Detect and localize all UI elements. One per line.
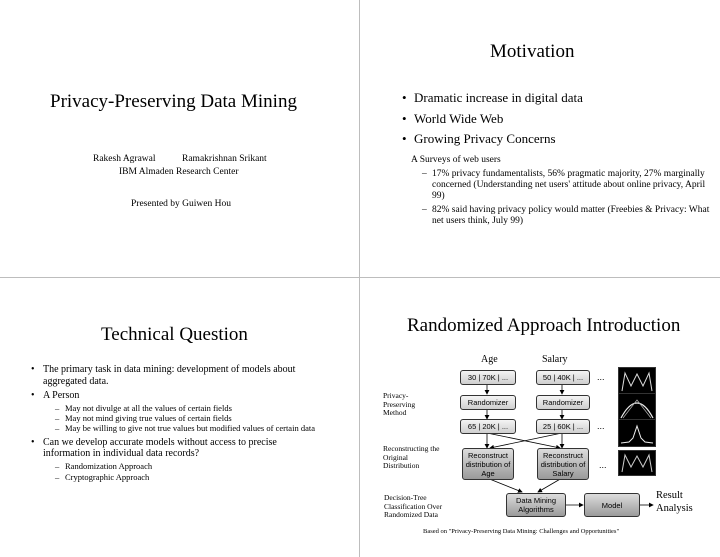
age-randomizer: Randomizer (460, 395, 516, 410)
survey-heading: A Surveys of web users (411, 155, 501, 165)
sub-bullet: – May not mind giving true values of certain fields (55, 412, 232, 423)
sub-bullet: – May be willing to give not true values but modified values of certain data (55, 422, 315, 433)
author-1: Rakesh Agrawal (93, 154, 156, 164)
ellipsis: ... (597, 421, 605, 431)
bullet: • Can we develop accurate models without access to precise information in individual data records? (31, 436, 277, 459)
salary-randomizer: Randomizer (536, 395, 590, 410)
salary-randomized-record: 25 | 60K | ... (536, 419, 590, 434)
salary-input-record: 50 | 40K | ... (536, 370, 590, 385)
slide-title (0, 0, 359, 277)
presenter: Presented by Guiwen Hou (131, 199, 231, 209)
survey-subbullets (422, 169, 712, 227)
original-distribution-thumbnail (618, 367, 656, 395)
slide4-title: Randomized Approach Introduction (407, 315, 681, 336)
ellipsis: ... (597, 372, 605, 382)
bullet: • Dramatic increase in digital data (402, 90, 583, 105)
bullet: • Growing Privacy Concerns (402, 131, 556, 146)
label-privacy-method: Privacy-Preserving Method (383, 391, 416, 417)
slide2-title: Motivation (490, 41, 575, 62)
randomized-distribution-thumbnail (618, 393, 656, 421)
data-mining-box: Data Mining Algorithms (506, 493, 566, 517)
age-input-record: 30 | 70K | ... (460, 370, 516, 385)
label-decision-tree: Decision-Tree Classification Over Randomized Data (384, 493, 443, 519)
affiliation: IBM Almaden Research Center (119, 167, 239, 177)
slide-technical-question (0, 278, 359, 557)
sub-bullet: – May not divulge at all the values of certain fields (55, 402, 232, 413)
technical-bullets (31, 364, 321, 483)
noise-distribution-thumbnail (618, 419, 656, 447)
bullet: • A Person (31, 390, 80, 401)
age-randomized-record: 65 | 20K | ... (460, 419, 516, 434)
result-analysis: Result Analysis (656, 490, 693, 514)
author-2: Ramakrishnan Srikant (182, 154, 267, 164)
sub-bullet: – 17% privacy fundamentalists, 56% pragmatic majority, 27% marginally concerned (Understanding net users' attitude about online privacy, April 99) (422, 169, 706, 201)
label-reconstruct: Reconstructing the Original Distribution (383, 444, 440, 470)
slide-motivation (360, 0, 720, 277)
sub-bullet: – Randomization Approach (55, 460, 153, 471)
slide1-title: Privacy-Preserving Data Mining (50, 91, 297, 112)
column-salary: Salary (542, 354, 568, 365)
slide-randomized-approach (360, 278, 720, 557)
reconstructed-distribution-thumbnail (618, 450, 656, 476)
reconstruct-salary-box: Reconstruct distribution of Salary (537, 448, 589, 480)
slide3-title: Technical Question (101, 324, 248, 345)
sub-bullet: – 82% said having privacy policy would matter (Freebies & Privacy: What net users think, July 99) (422, 205, 710, 226)
reconstruct-age-box: Reconstruct distribution of Age (462, 448, 514, 480)
column-age: Age (481, 354, 498, 365)
bullet: • World Wide Web (402, 110, 504, 126)
ellipsis: ... (599, 460, 607, 470)
footer-citation: Based on "Privacy-Preserving Data Mining: Challenges and Opportunities" (423, 528, 620, 535)
sub-bullet: – Cryptographic Approach (55, 471, 150, 482)
motivation-bullets (402, 88, 583, 150)
bullet: • The primary task in data mining: development of models about aggregated data. (31, 364, 296, 387)
model-box: Model (584, 493, 640, 517)
